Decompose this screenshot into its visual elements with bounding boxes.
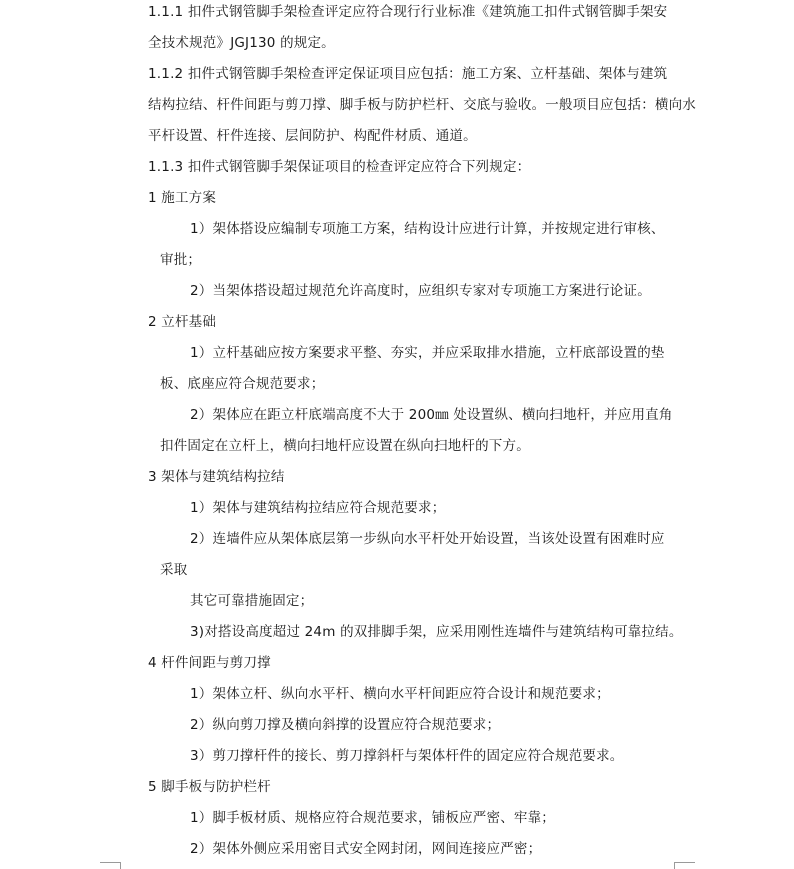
item-1-2: 2）当架体搭设超过规范允许高度时，应组织专家对专项施工方案进行论证。 xyxy=(190,283,651,299)
clause-1-1-2-line-3: 平杆设置、杆件连接、层间防护、构配件材质、通道。 xyxy=(148,128,477,144)
item-4-2: 2）纵向剪刀撑及横向斜撑的设置应符合规范要求； xyxy=(190,717,501,733)
item-5-1: 1）脚手板材质、规格应符合规范要求，铺板应严密、牢靠； xyxy=(190,810,555,826)
item-2-2-line-1: 2）架体应在距立杆底端高度不大于 200㎜ 处设置纵、横向扫地杆，并应用直角 xyxy=(190,407,673,423)
section-heading-2: 2 立杆基础 xyxy=(148,314,217,330)
section-heading-1: 1 施工方案 xyxy=(148,190,217,206)
item-4-3: 3）剪刀撑杆件的接长、剪刀撑斜杆与架体杆件的固定应符合规范要求。 xyxy=(190,748,624,764)
item-1-1-line-1: 1）架体搭设应编制专项施工方案，结构设计应进行计算，并按规定进行审核、 xyxy=(190,221,665,237)
clause-1-1-1-line-2: 全技术规范》JGJ130 的规定。 xyxy=(148,35,335,51)
item-1-1-line-2: 审批； xyxy=(160,252,202,268)
item-5-2: 2）架体外侧应采用密目式安全网封闭，网间连接应严密； xyxy=(190,841,542,857)
item-3-1: 1）架体与建筑结构拉结应符合规范要求； xyxy=(190,500,446,516)
item-3-2-line-1: 2）连墙件应从架体底层第一步纵向水平杆处开始设置，当该处设置有困难时应 xyxy=(190,531,665,547)
item-2-2-line-2: 扣件固定在立杆上，横向扫地杆应设置在纵向扫地杆的下方。 xyxy=(160,438,530,454)
section-heading-4: 4 杆件间距与剪刀撑 xyxy=(148,655,271,671)
section-heading-3: 3 架体与建筑结构拉结 xyxy=(148,469,285,485)
item-2-1-line-1: 1）立杆基础应按方案要求平整、夯实，并应采取排水措施，立杆底部设置的垫 xyxy=(190,345,665,361)
section-heading-5: 5 脚手板与防护栏杆 xyxy=(148,779,271,795)
clause-1-1-2-line-2: 结构拉结、杆件间距与剪刀撑、脚手板与防护栏杆、交底与验收。一般项目应包括：横向水 xyxy=(148,97,696,113)
item-3-2-line-2: 采取 xyxy=(160,562,188,578)
item-3-3: 3)对搭设高度超过 24m 的双排脚手架，应采用刚性连墙件与建筑结构可靠拉结。 xyxy=(190,624,683,640)
item-3-2-line-3: 其它可靠措施固定； xyxy=(190,593,314,609)
clause-1-1-1-line-1: 1.1.1 扣件式钢管脚手架检查评定应符合现行行业标准《建筑施工扣件式钢管脚手架安 xyxy=(148,4,668,20)
item-2-1-line-2: 板、底座应符合规范要求； xyxy=(160,376,325,392)
clause-1-1-3-line: 1.1.3 扣件式钢管脚手架保证项目的检查评定应符合下列规定： xyxy=(148,159,531,175)
clause-1-1-2-line-1: 1.1.2 扣件式钢管脚手架检查评定保证项目应包括：施工方案、立杆基础、架体与建筑 xyxy=(148,66,668,82)
item-4-1: 1）架体立杆、纵向水平杆、横向水平杆间距应符合设计和规范要求； xyxy=(190,686,610,702)
